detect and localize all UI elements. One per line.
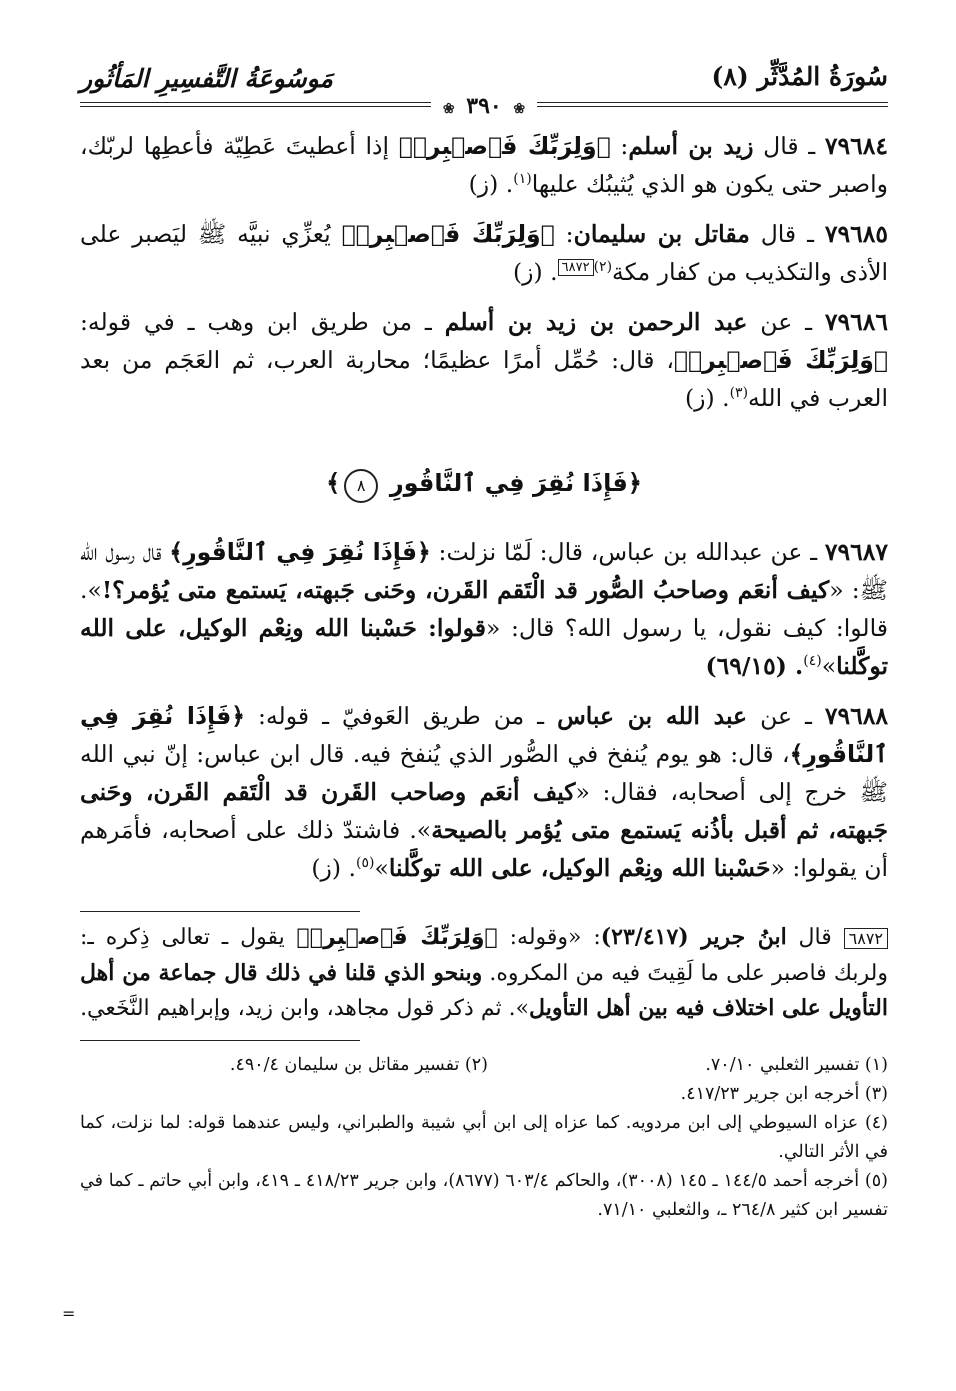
entry-text: . (ز) [311,854,357,882]
footnote-5: (٥) أخرجه أحمد ١٤٤/٥ ـ ١٤٥ (٣٠٠٨)، والحاكم ٦٠٣/٤ (٨٦٧٧)، وابن جرير ٤١٨/٢٣ ـ ٤١٩، وابن أبي حاتم ـ كما في تفسير ابن كثير ٢٦٤/٨ ـ، والثعلبي ٧١/١٠. [80,1171,888,1220]
quran-quote: ﴿وَلِرَبِّكَ فَٱصۡبِرۡ﴾ [673,346,888,374]
commentary-author: ابنُ جرير (٢٣/٤١٧) [600,924,787,950]
hadith-text: كيف أنعَم وصاحبُ الصُّور قد الْتَقم القَرن، وحَنى جَبهته، يَستمع متى يُؤمر؟! [101,576,830,604]
footnote-2: (٢) تفسير مقاتل بن سليمان ٤٩٠/٤. [229,1055,488,1075]
entry-text: . (ز) [513,258,558,286]
narrator: زيد بن أسلم [628,132,754,160]
entry-text: : [610,132,629,160]
quran-quote: ﴿فَإِذَا نُقِرَ فِي ٱلنَّاقُورِ﴾ [80,702,888,768]
quran-quote: ﴿وَلِرَبِّكَ فَٱصۡبِرۡ﴾ [341,220,555,248]
entry-text: » [374,854,389,882]
ayah-text: ﴿فَإِذَا نُقِرَ فِي ٱلنَّاقُورِ [389,469,642,497]
commentary-ref[interactable]: ٦٨٧٢ [558,259,594,276]
entry-text: ». فاشتدّ ذلك على أصحابه، فأمَرهم أن يقولوا: « [80,816,888,882]
entries-section-1 [80,127,888,417]
entry-text: ـ من طريق ابن وهب ـ في قوله: [80,308,445,336]
entries-section-2 [80,533,888,887]
entry-number: ٧٩٦٨٨ [824,702,888,730]
entry-79688 [80,697,888,887]
entry-text: ـ عن عبدالله بن عباس، قال: لَمّا نزلت: [430,538,818,566]
entry-text: ـ من طريق العَوفيّ ـ قوله: [245,702,558,730]
quran-quote: ﴿فَإِذَا نُقِرَ فِي ٱلنَّاقُورِ﴾ [169,538,431,566]
entry-text: قال رسول الله ﷺ: « [80,538,889,604]
quran-quote: ﴿وَلِرَبِّكَ فَٱصۡبِرۡ﴾ [398,132,611,160]
narrator: عبد الله بن عباس [557,702,748,730]
entry-text: ، قال: حُمِّل أمرًا عظيمًا؛ محاربة العرب، ثم العَجَم من بعد العرب في الله [80,346,888,412]
entry-79686 [80,303,888,417]
ayah-close: ﴾ [326,469,341,497]
commentary-divider [80,911,360,912]
commentary-tag: ٦٨٧٢ [844,928,888,949]
narrator: عبد الرحمن بن زيد بن أسلم [444,308,748,336]
footnote-1: (١) تفسير الثعلبي ٧٠/١٠. [705,1055,888,1075]
entry-text: . (ز) [468,170,514,198]
ornament-icon: ❀ [442,101,455,117]
commentary-text: يقول ـ تعالى ذِكره ـ: ولربك فاصبر على ما لَقِيتَ فيه من المكروه. [80,925,888,986]
entry-text: : [554,220,574,248]
entry-number: ٧٩٦٨٤ [824,132,889,160]
footnote-3: (٣) أخرجه ابن جرير ٤١٧/٢٣. [680,1084,888,1104]
surah-title: سُورَةُ المُدَّثِّر (٨) [711,62,888,91]
footnote-ref[interactable]: (٤) [803,653,822,670]
commentary-text: : «وقوله: [497,925,601,950]
margin-mark: = [62,1304,76,1323]
entry-number: ٧٩٦٨٧ [824,538,888,566]
entry-text: ». قالوا: كيف نقول، يا رسول الله؟ قال: « [80,576,888,642]
book-title: مَوسُوعَةُ التَّفسِيرِ المَأثُور [80,64,333,93]
hadith-text: كيف أنعَم وصاحب القَرن قد الْتَقم القَرن، وحَنى جَبهته، ثم أقبل بأذُنه يَستمع متى يُؤمر بالصيحة [80,778,889,844]
entry-text: ـ قال [749,220,814,248]
commentary-text: ». ثم ذكر قول مجاهد، وابن زيد، وإبراهيم النَّخَعي. [80,996,530,1021]
footnote-4: (٤) عزاه السيوطي إلى ابن مردويه. كما عزاه إلى ابن أبي شيبة والطبراني، وليس عندهما قوله: لما نزلت، كما في الأثر التالي. [80,1113,888,1162]
entry-number: ٧٩٦٨٦ [824,308,888,336]
volume-ref: . (٦٩/١٥) [705,652,804,680]
entry-text: ـ عن [747,308,812,336]
hadith-text: حَسْبنا الله ونِعْم الوكيل، على الله توكَّلنا [388,854,771,882]
entry-text: ـ قال [753,132,816,160]
quran-quote: ﴿وَلِرَبِّكَ فَٱصۡبِرۡ﴾ [296,925,498,950]
hadith-text: قولوا: حَسْبنا الله ونِعْم الوكيل، على الله توكَّلنا [80,614,888,680]
footnotes-divider [80,1040,360,1041]
entry-79687 [80,533,888,685]
footnote-ref[interactable]: (١) [513,171,532,188]
entry-number: ٧٩٦٨٥ [824,220,888,248]
commentary-text: قال [786,925,844,950]
ayah-number-badge: ٨ [344,469,378,503]
entry-text: . (ز) [684,384,730,412]
running-header [80,58,888,102]
footnote-row [80,1051,888,1080]
footnotes [80,1051,888,1225]
page-number: ٣٩٠ [466,93,502,119]
entry-79684 [80,127,888,203]
commentary-block [80,920,888,1026]
footnote-ref[interactable]: (٣) [729,385,749,402]
commentary-emphasis: وبنحو الذي قلنا في ذلك قال جماعة من أهل التأويل على اختلاف فيه بين أهل التأويل [80,960,888,1021]
entry-text: يُعزِّي نبيَّه ﷺ ليَصبر على الأذى والتكذيب من كفار مكة [80,220,888,286]
entry-79685 [80,215,888,291]
ayah-heading [80,469,888,503]
entry-text: » [821,652,837,680]
footnote-ref[interactable]: (٢) [593,259,613,276]
entry-text: ـ عن [747,702,812,730]
entry-text: ، قال: هو يوم يُنفخ في الصُّور الذي يُنفخ فيه. قال ابن عباس: إنّ نبي الله ﷺ خرج إلى أصحابه، فقال: « [80,740,888,806]
ornament-icon: ❀ [513,101,526,117]
entry-text: إذا أعطيتَ عَطِيّة فأعطِها لربّك، واصبر حتى يكون هو الذي يُثيبُك عليها [80,132,888,198]
footnote-ref[interactable]: (٥) [356,855,375,872]
narrator: مقاتل بن سليمان [573,220,750,248]
document-page [62,58,889,1358]
